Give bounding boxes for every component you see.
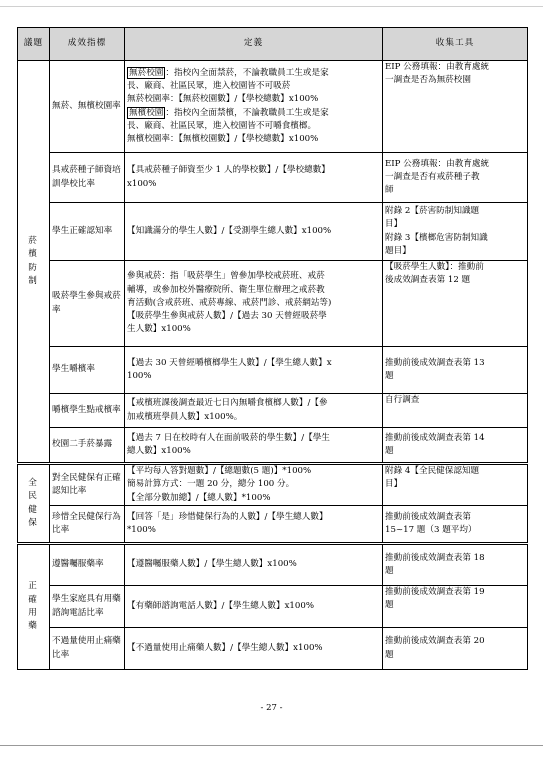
topic-label-line: 全民健保	[28, 477, 39, 528]
definition-cell	[125, 506, 383, 544]
definition-text: 參與戒菸：指「吸菸學生」曾參加學校戒菸班、戒菸	[127, 271, 325, 282]
tool-line: 題	[385, 600, 394, 611]
definition-line	[127, 80, 380, 93]
tool-line: EIP 公務填報：由教育處統	[385, 158, 490, 169]
definition-line	[127, 642, 380, 655]
indicator-cell: 對全民健保有正確認知比率	[50, 464, 125, 506]
tool-line: 附錄 3【檳榔危害防制知識	[385, 232, 488, 243]
definition-line	[127, 270, 380, 283]
definition-cell	[125, 394, 383, 428]
definition-line	[127, 524, 380, 537]
tool-cell	[383, 428, 528, 464]
definition-text: 無菸校園率：【無菸校園數】/【學校總數】x100%	[127, 94, 319, 105]
indicator-table	[17, 27, 528, 670]
definition-text: 【知識滿分的學生人數】/【受測學生總人數】x100%	[127, 225, 332, 236]
definition-text: 【遵醫囑服藥人數】/【學生總人數】x100%	[127, 559, 297, 570]
tool-line: 附錄 4【全民健保認知題	[385, 466, 480, 476]
definition-text: 【全部分數加總】/【總人數】*100%	[127, 492, 271, 503]
definition-text: 長、廠商、社區民眾，進入校園皆不可吸菸	[127, 80, 291, 91]
tool-cell	[383, 261, 528, 347]
indicator-cell: 不過量使用止痛藥比率	[50, 628, 125, 670]
topic-label-line: 菸檳防制	[28, 235, 39, 286]
header-tool: 收集工具	[383, 28, 528, 61]
indicator-cell: 無菸、無檳校園率	[50, 61, 125, 153]
tool-cell	[383, 394, 528, 428]
table-row	[18, 506, 528, 544]
definition-line	[127, 411, 380, 424]
tool-line: 附錄 2【菸害防制知識題	[385, 205, 480, 216]
tool-line: 15~17 題（3 題平均）	[385, 525, 477, 535]
indicator-cell: 學生嚼檳率	[50, 347, 125, 394]
definition-line	[127, 432, 380, 445]
tool-line: 題	[385, 566, 394, 576]
definition-text: 【過去 30 天曾經嚼檳榔學生人數】/【學生總人數】x	[127, 357, 332, 368]
topic-cell	[18, 61, 50, 464]
header-indicator: 成效指標	[50, 28, 125, 61]
definition-line	[127, 465, 380, 478]
tool-cell	[383, 464, 528, 506]
tool-line: 題	[385, 649, 394, 660]
definition-line	[127, 120, 380, 133]
definition-line	[127, 310, 380, 323]
table-row	[18, 61, 528, 153]
indicator-cell: 嚼檳學生點戒檳率	[50, 394, 125, 428]
tool-line: 自行調查	[385, 395, 420, 405]
definition-text: 【吸菸學生參與戒菸人數】/【過去 30 天曾經吸菸學	[127, 311, 327, 322]
page-bottom-rule	[0, 745, 543, 746]
table-row	[18, 464, 528, 506]
tool-line: 後成效調查表第 12 題	[385, 275, 471, 286]
definition-text: 【過去 7 日在校時有人在面前吸菸的學生數】/【學生	[127, 432, 330, 443]
definition-line	[127, 284, 380, 297]
tool-line: 推動前後成效調查表第 14	[385, 432, 485, 443]
definition-cell	[125, 61, 383, 153]
definition-text: 無檳校園率：【無檳校園數】/【學校總數】x100%	[127, 134, 319, 145]
definition-text: 輔導，或參加校外醫療院所、衛生單位辦理之戒菸教	[127, 284, 325, 295]
topic-label-line: 正確用藥	[28, 581, 39, 632]
definition-cell	[125, 586, 383, 628]
definition-text: 【戒檳班課後調查最近七日內無嚼食檳榔人數】/【參	[127, 398, 328, 409]
definition-text: 育活動(含戒菸班、戒菸專線、戒菸門診、戒菸網站等)	[127, 297, 332, 308]
tool-line: EIP 公務填報：由教育處統	[385, 62, 490, 72]
definition-text: 【平均每人答對題數】/【總題數(5 題)】*100%	[127, 466, 312, 477]
definition-line	[127, 133, 380, 146]
boxed-term: 無菸校園	[129, 67, 164, 78]
definition-text: 加戒檳班學員人數】x100%。	[127, 411, 243, 422]
tool-cell	[383, 628, 528, 670]
definition-line	[127, 164, 380, 177]
table-header-row	[18, 28, 528, 61]
indicator-cell: 學生家庭具有用藥諮詢電話比率	[50, 586, 125, 628]
definition-cell	[125, 203, 383, 261]
definition-line	[127, 297, 380, 310]
definition-cell	[125, 628, 383, 670]
definition-line	[127, 93, 380, 106]
definition-line	[127, 357, 380, 370]
table-row	[18, 261, 528, 347]
indicator-cell: 遵醫囑服藥率	[50, 544, 125, 586]
tool-line: 推動前後成效調查表第	[385, 511, 471, 522]
definition-line	[127, 178, 380, 191]
indicator-cell: 校園二手菸暴露	[50, 428, 125, 464]
header-definition: 定義	[125, 28, 383, 61]
tool-cell	[383, 544, 528, 586]
page-top-rule	[0, 6, 543, 7]
definition-line	[127, 323, 380, 336]
definition-line	[127, 492, 380, 505]
definition-line	[127, 478, 380, 491]
tool-line: 師	[385, 185, 394, 196]
tool-line: 一調查是否有戒菸種子教	[385, 171, 480, 182]
definition-cell	[125, 261, 383, 347]
tool-line: 【吸菸學生人數】：推動前	[385, 262, 484, 272]
indicator-cell: 吸菸學生參與戒菸率	[50, 261, 125, 347]
table-row	[18, 394, 528, 428]
definition-text: 【有藥師諮詢電話人數】/【學生總人數】x100%	[127, 600, 314, 611]
definition-line	[127, 445, 380, 458]
definition-line	[127, 600, 380, 613]
definition-cell	[125, 347, 383, 394]
definition-text: 簡易計算方式：一題 20 分，總分 100 分。	[127, 479, 295, 490]
indicator-cell: 珍惜全民健保行為比率	[50, 506, 125, 544]
definition-line	[127, 370, 380, 383]
topic-cell	[18, 464, 50, 544]
definition-line	[127, 107, 380, 120]
definition-line	[127, 558, 380, 571]
table-row	[18, 586, 528, 628]
tool-cell	[383, 61, 528, 153]
table-row	[18, 428, 528, 464]
page-number: - 27 -	[260, 703, 283, 713]
tool-line: 題目】	[385, 245, 411, 256]
table-body	[18, 61, 528, 670]
tool-line: 推動前後成效調查表第 13	[385, 357, 485, 368]
tool-line: 推動前後成效調查表第 18	[385, 552, 485, 563]
definition-text: 總人數】x100%	[127, 446, 191, 456]
definition-text: 【具戒菸種子師資至少 1 人的學校數】/【學校總數】	[127, 165, 330, 176]
definition-cell	[125, 464, 383, 506]
tool-cell	[383, 203, 528, 261]
boxed-term: 無檳校園	[129, 107, 164, 118]
definition-text: ：指校內全面禁菸，不論教職員工生或是家	[165, 67, 329, 78]
tool-line: 題	[385, 446, 394, 456]
tool-line: 推動前後成效調查表第 20	[385, 636, 485, 647]
table-row	[18, 153, 528, 203]
definition-text: 【不過量使用止痛藥人數】/【學生總人數】x100%	[127, 642, 323, 653]
indicator-table-container	[17, 27, 527, 670]
header-topic: 議題	[18, 28, 50, 61]
definition-line	[127, 225, 380, 238]
definition-text: ：指校內全面禁檳，不論教職員工生或是家	[165, 107, 329, 118]
indicator-cell: 學生正確認知率	[50, 203, 125, 261]
table-row	[18, 628, 528, 670]
table-row	[18, 203, 528, 261]
tool-cell	[383, 586, 528, 628]
definition-text: 生人數】x100%	[127, 324, 191, 335]
definition-text: 【回答「是」珍惜健保行為的人數】/【學生總人數】	[127, 511, 328, 522]
tool-cell	[383, 347, 528, 394]
definition-text: 100%	[127, 371, 152, 381]
tool-cell	[383, 153, 528, 203]
definition-text: *100%	[127, 525, 156, 535]
tool-line: 推動前後成效調查表第 19	[385, 587, 485, 597]
table-row	[18, 347, 528, 394]
definition-line	[127, 511, 380, 524]
table-row	[18, 544, 528, 586]
definition-line	[127, 397, 380, 410]
definition-cell	[125, 544, 383, 586]
definition-text: 長、廠商、社區民眾，進入校園皆不可嚼食檳榔。	[127, 120, 317, 131]
tool-line: 一調查是否為無菸校園	[385, 75, 471, 86]
tool-line: 目】	[385, 219, 403, 230]
topic-cell	[18, 544, 50, 670]
definition-line	[127, 67, 380, 80]
definition-text: x100%	[127, 178, 157, 189]
definition-cell	[125, 153, 383, 203]
tool-line: 題	[385, 371, 394, 381]
definition-cell	[125, 428, 383, 464]
indicator-cell: 具戒菸種子師資培訓學校比率	[50, 153, 125, 203]
tool-line: 目】	[385, 479, 403, 490]
tool-cell	[383, 506, 528, 544]
